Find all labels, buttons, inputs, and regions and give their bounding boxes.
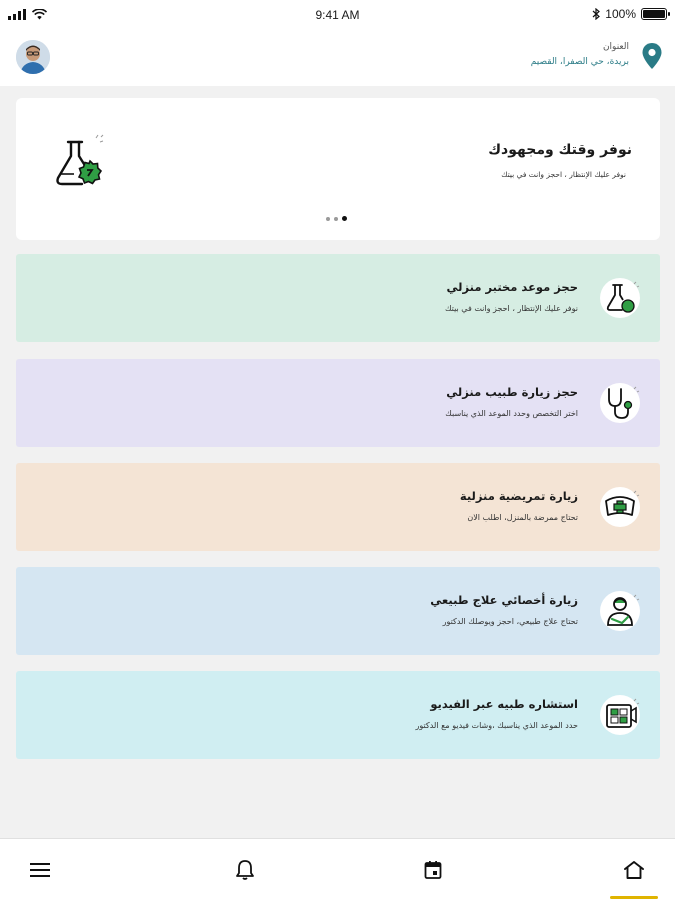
nav-menu[interactable] xyxy=(27,857,53,883)
nav-appointments[interactable] xyxy=(420,857,446,883)
menu-icon xyxy=(29,862,51,878)
stethoscope-icon xyxy=(598,381,642,425)
bottom-nav xyxy=(0,838,675,900)
avatar[interactable] xyxy=(16,40,50,74)
service-subtitle: تحتاج علاج طبيعي، احجز ويوصلك الدكتور xyxy=(442,617,578,626)
service-subtitle: حدد الموعد الذي يناسبك ،وشات فيديو مع الدكتور xyxy=(415,721,578,730)
service-card-physiotherapy[interactable] xyxy=(16,567,660,655)
physio-specialist-icon xyxy=(598,589,642,633)
flask-icon xyxy=(598,276,642,320)
carousel-dot[interactable] xyxy=(326,217,330,221)
app-header xyxy=(0,30,675,86)
bluetooth-icon xyxy=(592,8,600,20)
service-card-home-lab[interactable] xyxy=(16,254,660,342)
location-pin-icon[interactable] xyxy=(641,42,663,70)
service-card-home-doctor[interactable] xyxy=(16,359,660,447)
nav-home[interactable] xyxy=(621,857,647,883)
service-title: حجز زيارة طبيب منزلي xyxy=(446,385,578,399)
nurse-cap-icon xyxy=(598,485,642,529)
service-title: استشاره طبيه عبر الفيديو xyxy=(430,697,578,711)
status-bar xyxy=(0,0,675,30)
banner-subtitle: نوفر عليك الإنتظار ، احجز وانت في بيتك xyxy=(501,170,626,179)
service-subtitle: تحتاج ممرضة بالمنزل، اطلب الان xyxy=(467,513,578,522)
carousel-dot[interactable] xyxy=(334,217,338,221)
nav-active-indicator xyxy=(610,896,658,899)
battery-icon xyxy=(641,8,667,20)
service-card-home-nursing[interactable] xyxy=(16,463,660,551)
location-value[interactable]: بريدة، حي الصفرا، القصيم xyxy=(530,57,629,67)
video-call-icon xyxy=(598,693,642,737)
service-subtitle: نوفر عليك الإنتظار ، احجز وانت في بيتك xyxy=(444,304,578,313)
avatar-image xyxy=(16,40,50,74)
status-right xyxy=(592,7,667,21)
carousel-dot-active[interactable] xyxy=(342,216,347,221)
status-time: 9:41 AM xyxy=(315,8,360,22)
location-label: العنوان xyxy=(602,42,629,52)
banner-title: نوفر وقتك ومجهودك xyxy=(488,142,632,158)
home-icon xyxy=(623,860,645,880)
flask-icon xyxy=(52,134,108,190)
carousel-dots[interactable] xyxy=(326,216,347,221)
nav-notifications[interactable] xyxy=(232,857,258,883)
service-title: زيارة تمريضية منزلية xyxy=(459,489,578,503)
calendar-icon xyxy=(424,860,442,880)
service-title: زيارة أخصائي علاج طبيعي xyxy=(430,593,578,607)
service-subtitle: اختر التخصص وحدد الموعد الذي يناسبك xyxy=(445,409,578,418)
bell-icon xyxy=(235,859,255,881)
service-title: حجز موعد مختبر منزلي xyxy=(446,280,578,294)
service-card-video-consult[interactable] xyxy=(16,671,660,759)
promo-banner[interactable] xyxy=(16,98,660,240)
battery-percent: 100% xyxy=(605,7,636,21)
